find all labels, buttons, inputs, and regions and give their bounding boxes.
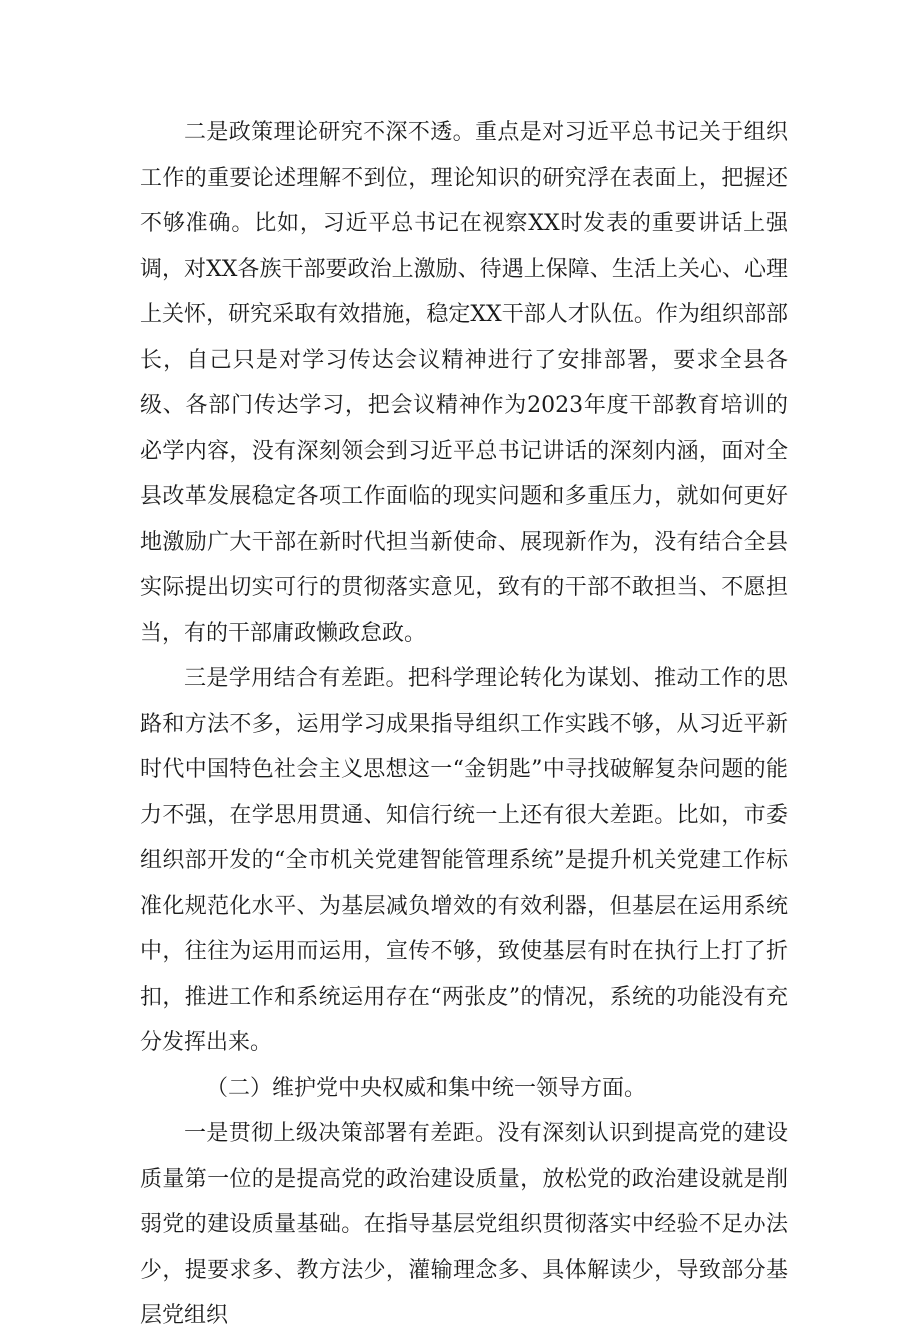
document-body [140,110,788,1339]
paragraph-policy-theory-research: 二是政策理论研究不深不透。重点是对习近平总书记关于组织工作的重要论述理解不到位，理论知识的研究浮在表面上，把握还不够准确。比如，习近平总书记在视察XX时发表的重要讲话上强调，对XX各族干部要政治上激励、待遇上保障、生活上关心、心理上关怀，研究采取有效措施，稳定XX干部人才队伍。作为组织部部长，自己只是对学习传达会议精神进行了安排部署，要求全县各级、各部门传达学习，把会议精神作为2023年度干部教育培训的必学内容，没有深刻领会到习近平总书记讲话的深刻内涵，面对全县改革发展稳定各项工作面临的现实问题和多重压力，就如何更好地激励广大干部在新时代担当新使命、展现新作为，没有结合全县实际提出切实可行的贯彻落实意见，致有的干部不敢担当、不愿担当，有的干部庸政懒政怠政。 [140,120,788,646]
section-heading-party-central-authority: （二）维护党中央权威和集中统一领导方面。 [206,1075,647,1101]
paragraph-implementation-gap: 一是贯彻上级决策部署有差距。没有深刻认识到提高党的建设质量第一位的是提高党的政治建设质量，放松党的政治建设就是削弱党的建设质量基础。在指导基层党组织贯彻落实中经验不足办法少，提要求多、教方法少，灌输理念多、具体解读少，导致部分基层党组织 [140,1121,788,1328]
paragraph-study-application-gap: 三是学用结合有差距。把科学理论转化为谋划、推动工作的思路和方法不多，运用学习成果指导组织工作实践不够，从习近平新时代中国特色社会主义思想这一“金钥匙”中寻找破解复杂问题的能力不强，在学思用贯通、知信行统一上还有很大差距。比如，市委组织部开发的“全市机关党建智能管理系统”是提升机关党建工作标准化规范化水平、为基层减负增效的有效利器，但基层在运用系统中，往往为运用而运用，宣传不够，致使基层有时在执行上打了折扣，推进工作和系统运用存在“两张皮”的情况，系统的功能没有充分发挥出来。 [140,666,788,1055]
